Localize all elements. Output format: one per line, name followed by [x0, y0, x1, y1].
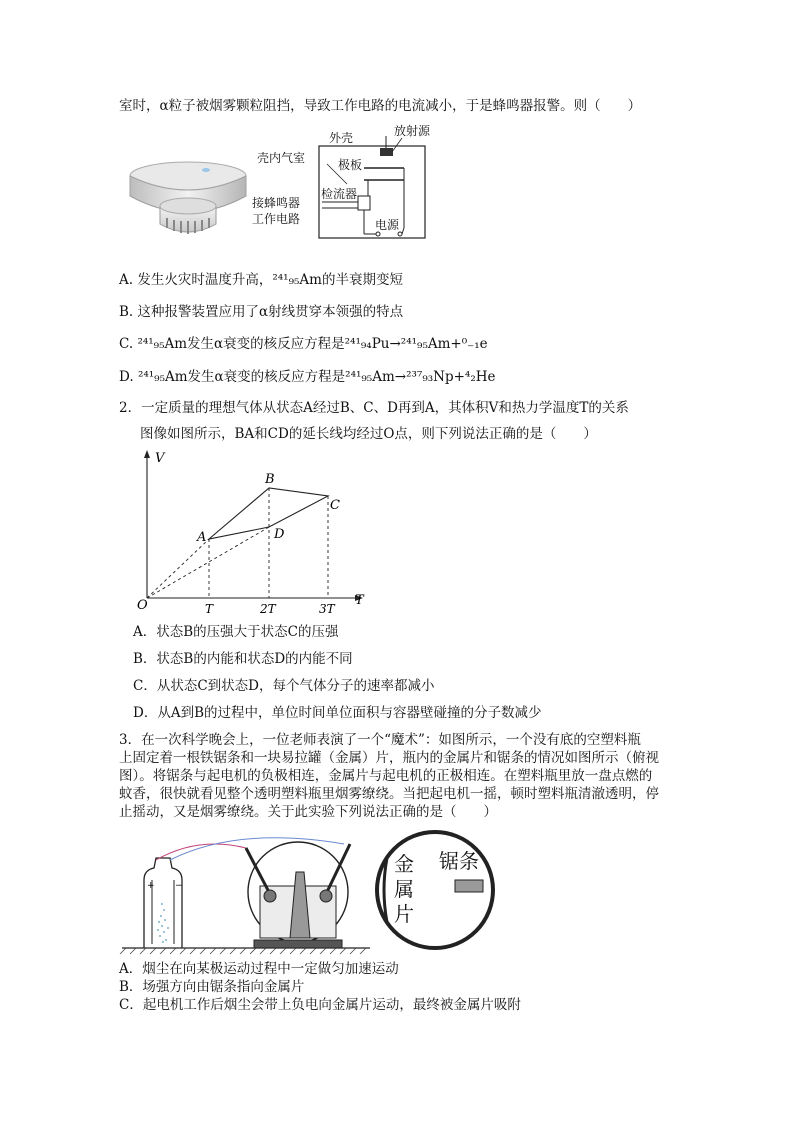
point-B: B [265, 472, 275, 487]
label-plate: 极板 [338, 158, 363, 172]
q3-option-c: C．起电机工作后烟尘会带上负电向金属片运动，最终被金属片吸附 [119, 997, 521, 1013]
label-source: 放射源 [394, 124, 431, 138]
cycle-path [209, 488, 328, 539]
tick-T: T [205, 602, 214, 616]
vt-graph [133, 448, 373, 618]
label-saw: 锯条 [439, 849, 479, 873]
q2-option-a: A．状态B的压强大于状态C的压强 [133, 624, 339, 640]
label-shell: 外壳 [329, 131, 354, 145]
q1-intro-line: 室时，α粒子被烟雾颗粒阻挡，导致工作电路的电流减小，于是蜂鸣器报警。则（ ） [119, 98, 642, 114]
plastic-bottle [144, 858, 182, 948]
q1-option-b: B. 这种报警装置应用了α射线贯穿本领强的特点 [119, 304, 404, 320]
q2-option-b: B．状态B的内能和状态D的内能不同 [133, 651, 353, 667]
tick-3T: 3T [319, 602, 335, 616]
q3-stem-line3: 图）。将锯条与起电机的负极相连，金属片与起电机的正极相连。在塑料瓶里放一盘点燃的 [119, 768, 653, 784]
v-axis-label: V [155, 451, 165, 466]
q3-stem-line5: 止摇动，又是烟雾缭绕。关于此实验下列说法正确的是（ ） [119, 804, 497, 820]
smoke-detector-image [127, 158, 249, 243]
label-detector: 检流器 [321, 187, 358, 201]
label-buzzer-1: 接蜂鸣器 [252, 196, 301, 210]
q3-stem-line2: 上固定着一根铁锯条和一块易拉罐（金属）片，瓶内的金属片和锯条的情况如图所示（俯视 [119, 750, 659, 766]
label-metal-sheet: 金 属 片 [394, 852, 414, 926]
q2-option-c: C．从状态C到状态D，每个气体分子的速率都减小 [133, 678, 435, 694]
q3-option-a: A．烟尘在向某极运动过程中一定做匀加速运动 [119, 961, 399, 977]
q2-option-d: D．从A到B的过程中，单位时间单位面积与容器壁碰撞的分子数减少 [133, 705, 542, 721]
point-C: C [330, 498, 340, 513]
q3-stem-line1: 3．在一次科学晚会上，一位老师表演了一个“魔术”：如图所示，一个没有底的空塑料瓶 [119, 732, 641, 748]
q2-stem-line1: 2．一定质量的理想气体从状态A经过B、C、D再到A，其体积V和热力学温度T的关系 [119, 400, 629, 416]
q2-stem-line2: 图像如图所示，BA和CD的延长线均经过O点，则下列说法正确的是（ ） [140, 426, 597, 442]
q1-option-a: A. 发生火灾时温度升高，²⁴¹₉₅Am的半衰期变短 [119, 272, 403, 288]
svg-text:−: − [175, 881, 183, 891]
q1-option-d: D. ²⁴¹₉₅Am发生α衰变的核反应方程是²⁴¹₉₅Am→²³⁷₉₃Np+⁴₂He [119, 369, 496, 385]
label-chamber: 壳内气室 [257, 151, 306, 165]
point-A: A [197, 530, 207, 545]
point-D: D [274, 527, 285, 542]
top-view-diagram [373, 828, 497, 952]
label-power: 电源 [375, 218, 400, 232]
saw-blade [455, 880, 483, 892]
q3-stem-line4: 蚊香，很快就看见整个透明塑料瓶里烟雾缭绕。当把起电机一摇，顿时塑料瓶清澈透明，停 [119, 786, 659, 802]
t-axis-label: T [355, 593, 364, 608]
electrostatic-machine-diagram [118, 822, 373, 957]
q3-option-b: B．场强方向由锯条指向金属片 [119, 979, 305, 995]
detector-box [358, 196, 370, 210]
tick-2T: 2T [260, 602, 276, 616]
source-block [380, 148, 393, 156]
origin-label: O [137, 598, 148, 613]
label-buzzer-2: 工作电路 [252, 212, 301, 226]
q1-option-c: C. ²⁴¹₉₅Am发生α衰变的核反应方程是²⁴¹₉₄Pu→²⁴¹₉₅Am+⁰₋₁e [119, 336, 488, 352]
svg-text:+: + [147, 881, 155, 891]
